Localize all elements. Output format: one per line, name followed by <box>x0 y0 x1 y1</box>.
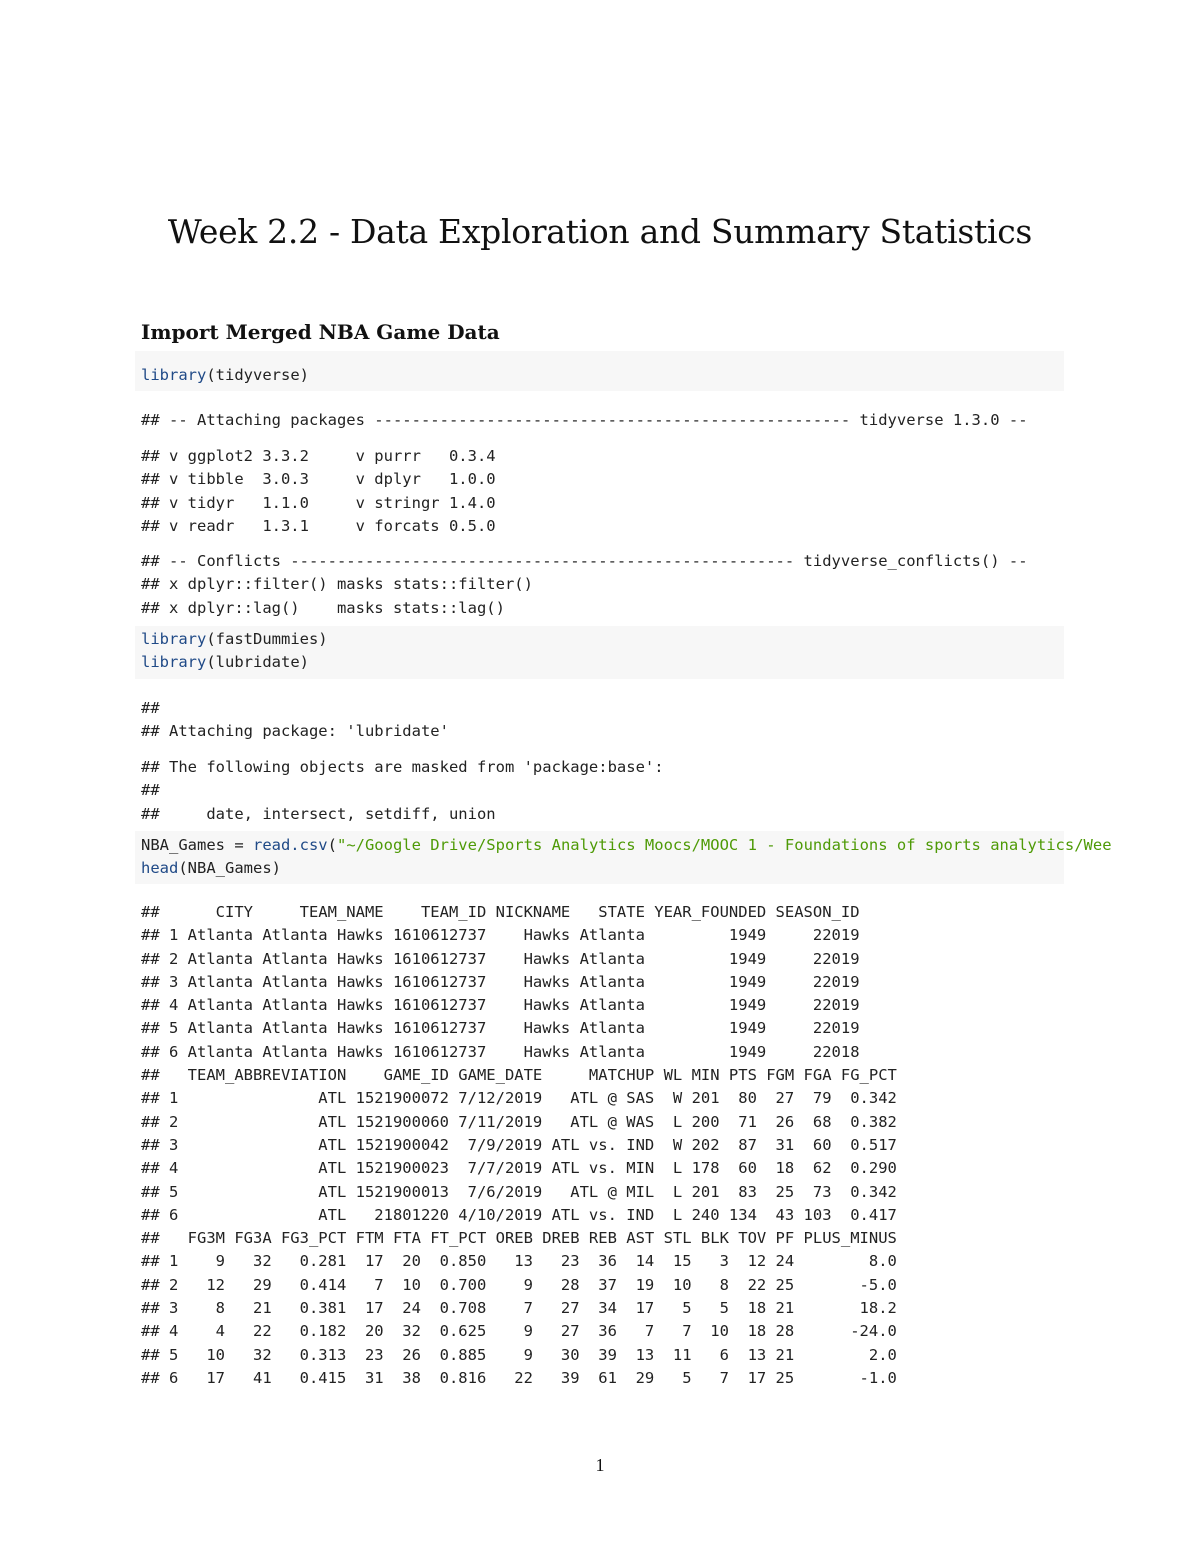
output-line: ## x dplyr::lag() masks stats::lag() <box>141 598 505 617</box>
code-args: (lubridate) <box>206 653 309 672</box>
table-row: ## 5 10 32 0.313 23 26 0.885 9 30 39 13 11 6 13 21 2.0 <box>141 1345 897 1364</box>
output-lubridate-attach <box>141 697 449 744</box>
code-function: library <box>141 630 207 648</box>
table-row: ## 3 8 21 0.381 17 24 0.708 7 27 34 17 5 5 18 21 18.2 <box>141 1299 897 1318</box>
table-row: ## 6 ATL 21801220 4/10/2019 ATL vs. IND L 240 134 43 103 0.417 <box>141 1205 897 1224</box>
table-row: ## 4 ATL 1521900023 7/7/2019 ATL vs. MIN L 178 60 18 62 0.290 <box>141 1159 897 1178</box>
output-lubridate-masked <box>141 756 664 826</box>
table-row: ## 4 4 22 0.182 20 32 0.625 9 27 36 7 7 10 18 28 -24.0 <box>141 1322 897 1341</box>
output-attach-header <box>141 409 1028 432</box>
code-args: (fastDummies) <box>206 630 328 648</box>
table-row: ## CITY TEAM_NAME TEAM_ID NICKNAME STATE YEAR_FOUNDED SEASON_ID <box>141 903 860 921</box>
code-function: read.csv <box>252 836 328 854</box>
output-attached-packages <box>141 445 496 538</box>
output-line: ## date, intersect, setdiff, union <box>141 804 496 823</box>
code-chunk-library-tidyverse <box>141 364 309 387</box>
table-row: ## 5 ATL 1521900013 7/6/2019 ATL @ MIL L 201 83 25 73 0.342 <box>141 1182 897 1201</box>
output-line: ## v readr 1.3.1 v forcats 0.5.0 <box>141 516 496 535</box>
table-row: ## 5 Atlanta Atlanta Hawks 1610612737 Hawks Atlanta 1949 22019 <box>141 1019 860 1038</box>
table-row: ## 1 ATL 1521900072 7/12/2019 ATL @ SAS W 201 80 27 79 0.342 <box>141 1089 897 1108</box>
output-line: ## v tidyr 1.1.0 v stringr 1.4.0 <box>141 493 496 512</box>
code-string: "~/Google Drive/Sports Analytics Moocs/MOOC 1 - Foundations of sports analytics/Wee <box>336 836 1112 854</box>
table-row: ## 2 12 29 0.414 7 10 0.700 9 28 37 19 10 8 22 25 -5.0 <box>141 1275 897 1294</box>
output-line: ## v tibble 3.0.3 v dplyr 1.0.0 <box>141 470 496 489</box>
output-head-table <box>141 901 897 1390</box>
code-paren: ( <box>327 836 337 854</box>
output-conflicts <box>141 550 1028 620</box>
output-line: ## Attaching package: 'lubridate' <box>141 722 449 741</box>
table-row: ## 1 Atlanta Atlanta Hawks 1610612737 Hawks Atlanta 1949 22019 <box>141 926 860 945</box>
output-line: ## v ggplot2 3.3.2 v purrr 0.3.4 <box>141 447 496 465</box>
table-row: ## 4 Atlanta Atlanta Hawks 1610612737 Hawks Atlanta 1949 22019 <box>141 996 860 1015</box>
output-line: ## The following objects are masked from 'package:base': <box>141 758 664 776</box>
table-row: ## FG3M FG3A FG3_PCT FTM FTA FT_PCT OREB DREB REB AST STL BLK TOV PF PLUS_MINUS <box>141 1229 897 1248</box>
page-title: Week 2.2 - Data Exploration and Summary Statistics <box>167 212 1033 251</box>
code-args: (NBA_Games) <box>178 859 281 878</box>
table-row: ## 2 ATL 1521900060 7/11/2019 ATL @ WAS L 200 71 26 68 0.382 <box>141 1112 897 1131</box>
code-function: library <box>141 366 207 384</box>
output-line: ## -- Conflicts ------------------------------------------------------ tidyverse_conflicts() -- <box>141 552 1028 570</box>
code-assignment: NBA_Games = <box>141 836 253 854</box>
code-function: head <box>141 859 179 878</box>
table-row: ## 3 ATL 1521900042 7/9/2019 ATL vs. IND W 202 87 31 60 0.517 <box>141 1135 897 1154</box>
page-number: 1 <box>595 1455 605 1475</box>
code-function: library <box>141 653 207 672</box>
table-row: ## 6 17 41 0.415 31 38 0.816 22 39 61 29 5 7 17 25 -1.0 <box>141 1368 897 1387</box>
table-row: ## 1 9 32 0.281 17 20 0.850 13 23 36 14 15 3 12 24 8.0 <box>141 1252 897 1271</box>
output-line: ## x dplyr::filter() masks stats::filter() <box>141 575 533 594</box>
table-row: ## 3 Atlanta Atlanta Hawks 1610612737 Hawks Atlanta 1949 22019 <box>141 972 860 991</box>
code-args: (tidyverse) <box>206 366 309 384</box>
output-line: ## -- Attaching packages --------------------------------------------------- tidyverse 1.3.0 -- <box>141 411 1028 429</box>
output-line: ## <box>141 781 160 800</box>
section-heading: Import Merged NBA Game Data <box>141 320 500 344</box>
table-row: ## 6 Atlanta Atlanta Hawks 1610612737 Hawks Atlanta 1949 22018 <box>141 1042 860 1061</box>
output-line: ## <box>141 699 160 717</box>
code-chunk-library-calls <box>141 628 328 675</box>
code-chunk-read-csv <box>141 834 1112 881</box>
table-row: ## TEAM_ABBREVIATION GAME_ID GAME_DATE MATCHUP WL MIN PTS FGM FGA FG_PCT <box>141 1066 897 1085</box>
table-row: ## 2 Atlanta Atlanta Hawks 1610612737 Hawks Atlanta 1949 22019 <box>141 949 860 968</box>
